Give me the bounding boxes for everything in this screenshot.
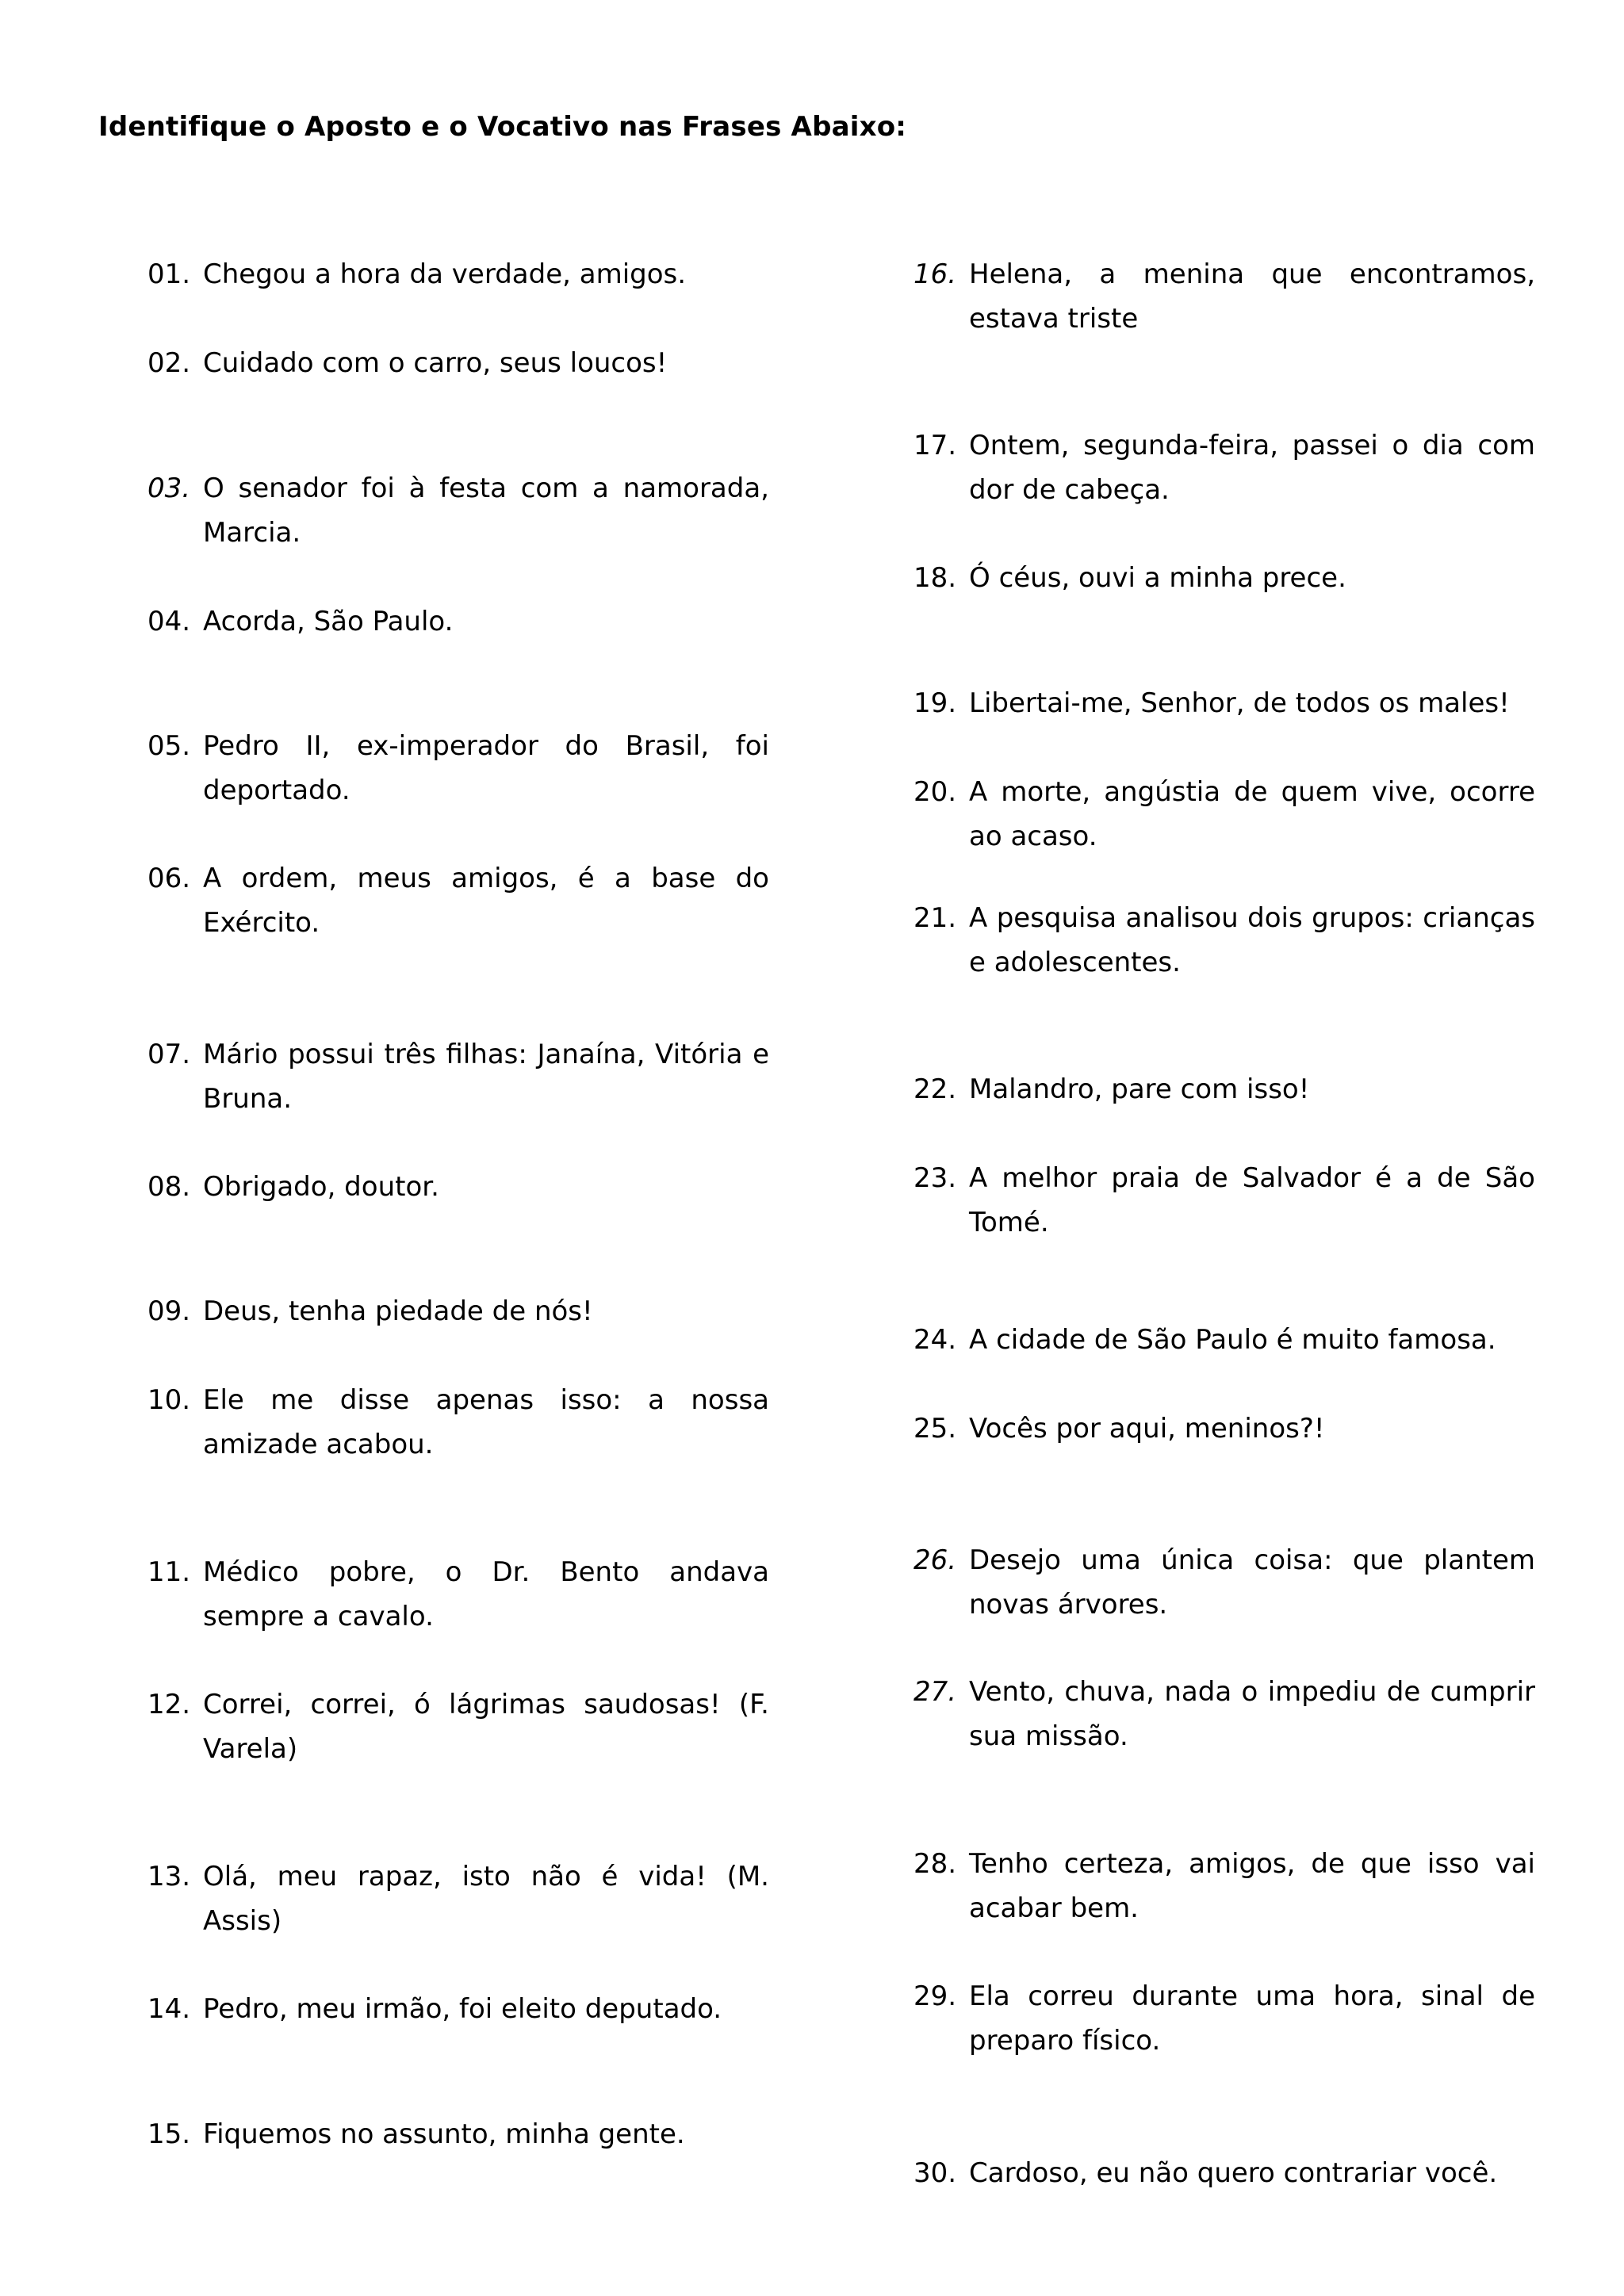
item-text: Obrigado, doutor. bbox=[203, 1171, 439, 1203]
list-item bbox=[914, 1842, 1535, 1931]
list-item bbox=[147, 1854, 769, 1943]
item-number: 24. bbox=[914, 1324, 957, 1356]
item-number: 04. bbox=[147, 606, 191, 637]
list-item bbox=[914, 1318, 1535, 1362]
item-text: A cidade de São Paulo é muito famosa. bbox=[969, 1324, 1496, 1356]
list-item bbox=[914, 1406, 1535, 1451]
item-number: 25. bbox=[914, 1413, 957, 1445]
item-text: Acorda, São Paulo. bbox=[203, 606, 454, 637]
item-text: Chegou a hora da verdade, amigos. bbox=[203, 258, 687, 290]
item-number: 27. bbox=[914, 1676, 957, 1708]
item-number: 05. bbox=[147, 730, 191, 762]
item-text: A melhor praia de Salvador é a de São Tomé. bbox=[969, 1162, 1535, 1238]
list-item bbox=[147, 1987, 769, 2031]
list-item bbox=[147, 2112, 769, 2156]
list-item bbox=[147, 1378, 769, 1467]
list-item bbox=[914, 1670, 1535, 1758]
item-number: 16. bbox=[914, 258, 957, 290]
list-item bbox=[914, 1974, 1535, 2063]
item-text: Ele me disse apenas isso: a nossa amizade acabou. bbox=[203, 1384, 769, 1460]
list-item bbox=[914, 252, 1535, 341]
item-number: 26. bbox=[914, 1544, 957, 1576]
item-text: Correi, correi, ó lágrimas saudosas! (F. Varela) bbox=[203, 1689, 769, 1765]
item-text: Cuidado com o carro, seus loucos! bbox=[203, 347, 668, 379]
item-number: 22. bbox=[914, 1073, 957, 1105]
list-item bbox=[147, 1032, 769, 1121]
item-text: O senador foi à festa com a namorada, Marcia. bbox=[203, 473, 769, 549]
item-text: Fiquemos no assunto, minha gente. bbox=[203, 2118, 685, 2150]
item-text: Pedro, meu irmão, foi eleito deputado. bbox=[203, 1993, 722, 2025]
item-text: Cardoso, eu não quero contrariar você. bbox=[969, 2157, 1498, 2189]
list-item bbox=[147, 466, 769, 555]
list-item bbox=[147, 1682, 769, 1771]
item-text: Pedro II, ex-imperador do Brasil, foi deportado. bbox=[203, 730, 769, 806]
list-item bbox=[147, 856, 769, 945]
item-number: 10. bbox=[147, 1384, 191, 1416]
item-text: Malandro, pare com isso! bbox=[969, 1073, 1310, 1105]
item-number: 29. bbox=[914, 1980, 957, 2012]
item-number: 08. bbox=[147, 1171, 191, 1203]
item-number: 12. bbox=[147, 1689, 191, 1720]
list-item bbox=[147, 1289, 769, 1334]
item-text: Vento, chuva, nada o impediu de cumprir sua missão. bbox=[969, 1676, 1535, 1752]
item-text: Ó céus, ouvi a minha prece. bbox=[969, 562, 1346, 594]
list-item bbox=[914, 681, 1535, 725]
list-item bbox=[914, 1156, 1535, 1245]
item-number: 23. bbox=[914, 1162, 957, 1194]
list-item bbox=[147, 599, 769, 644]
list-item bbox=[914, 1067, 1535, 1112]
item-text: Ela correu durante uma hora, sinal de preparo físico. bbox=[969, 1980, 1535, 2057]
item-text: A morte, angústia de quem vive, ocorre ao acaso. bbox=[969, 776, 1535, 852]
list-item bbox=[147, 341, 769, 385]
list-item bbox=[147, 252, 769, 297]
item-number: 13. bbox=[147, 1861, 191, 1892]
item-text: A pesquisa analisou dois grupos: crianças e adolescentes. bbox=[969, 902, 1535, 978]
item-text: Mário possui três filhas: Janaína, Vitória e Bruna. bbox=[203, 1039, 769, 1115]
list-item bbox=[914, 423, 1535, 512]
item-number: 19. bbox=[914, 687, 957, 719]
item-number: 30. bbox=[914, 2157, 957, 2189]
item-number: 11. bbox=[147, 1556, 191, 1588]
list-item bbox=[147, 1550, 769, 1639]
item-number: 15. bbox=[147, 2118, 191, 2150]
item-text: Desejo uma única coisa: que plantem novas árvores. bbox=[969, 1544, 1535, 1621]
item-text: Tenho certeza, amigos, de que isso vai acabar bem. bbox=[969, 1848, 1535, 1924]
list-item bbox=[914, 1538, 1535, 1627]
list-item bbox=[914, 556, 1535, 600]
item-number: 21. bbox=[914, 902, 957, 934]
item-number: 03. bbox=[147, 473, 191, 504]
item-number: 07. bbox=[147, 1039, 191, 1070]
item-text: Libertai-me, Senhor, de todos os males! bbox=[969, 687, 1510, 719]
page-title: Identifique o Aposto e o Vocativo nas Frases Abaixo: bbox=[98, 111, 907, 143]
list-item bbox=[914, 2151, 1535, 2195]
item-number: 01. bbox=[147, 258, 191, 290]
list-item bbox=[147, 724, 769, 813]
item-number: 18. bbox=[914, 562, 957, 594]
list-item bbox=[914, 770, 1535, 859]
item-number: 09. bbox=[147, 1295, 191, 1327]
item-number: 17. bbox=[914, 430, 957, 461]
item-number: 02. bbox=[147, 347, 191, 379]
item-number: 14. bbox=[147, 1993, 191, 2025]
item-number: 28. bbox=[914, 1848, 957, 1880]
list-item bbox=[914, 896, 1535, 985]
item-text: A ordem, meus amigos, é a base do Exército. bbox=[203, 863, 769, 939]
item-text: Ontem, segunda-feira, passei o dia com dor de cabeça. bbox=[969, 430, 1535, 506]
item-number: 20. bbox=[914, 776, 957, 808]
item-text: Vocês por aqui, meninos?! bbox=[969, 1413, 1325, 1445]
item-text: Deus, tenha piedade de nós! bbox=[203, 1295, 593, 1327]
item-number: 06. bbox=[147, 863, 191, 894]
item-text: Olá, meu rapaz, isto não é vida! (M. Assis) bbox=[203, 1861, 769, 1937]
item-text: Helena, a menina que encontramos, estava triste bbox=[969, 258, 1535, 335]
list-item bbox=[147, 1165, 769, 1209]
item-text: Médico pobre, o Dr. Bento andava sempre a cavalo. bbox=[203, 1556, 769, 1632]
